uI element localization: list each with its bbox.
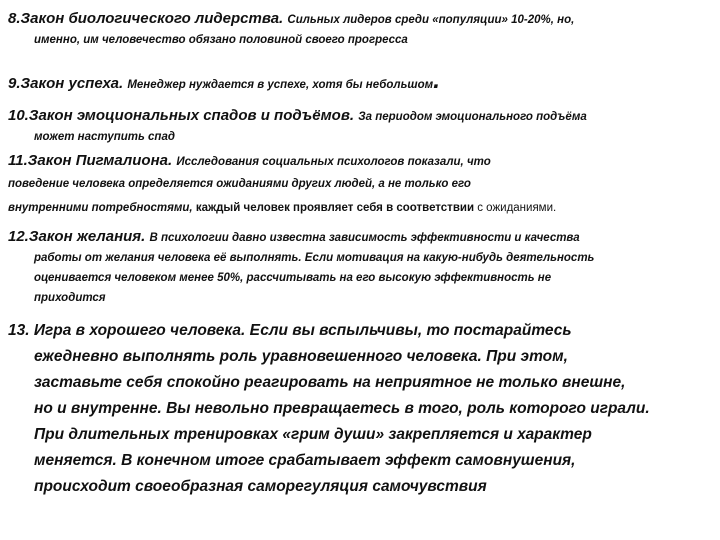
law-10 bbox=[8, 106, 710, 147]
law-12-title: 12.Закон желания. bbox=[8, 228, 146, 245]
law-13-text-line-3: заставьте себя спокойно реагировать на неприятное не только внешне, bbox=[34, 374, 626, 391]
law-13-text-line-1: 13. Игра в хорошего человека. Если вы вспыльчивы, то постарайтесь bbox=[8, 322, 572, 339]
law-10-title: 10.Закон эмоциональных спадов и подъёмов. bbox=[8, 107, 355, 124]
law-11-text-line-2: поведение человека определяется ожиданиями других людей, а не только его bbox=[8, 178, 471, 190]
law-8-title: 8.Закон биологического лидерства. bbox=[8, 10, 284, 27]
law-13 bbox=[8, 318, 710, 500]
law-8 bbox=[8, 9, 710, 50]
law-10-text-line-1: За периодом эмоционального подъёма bbox=[358, 111, 587, 123]
law-13-text-line-4: но и внутренне. Вы невольно превращаетесь в того, роль которого играли. bbox=[34, 400, 650, 417]
law-9 bbox=[8, 67, 710, 95]
law-11-text-line-3a: внутренними потребностями, bbox=[8, 202, 193, 214]
law-13-text-line-2: ежедневно выполнять роль уравновешенного человека. При этом, bbox=[34, 348, 568, 365]
law-12-text-line-4: приходится bbox=[34, 292, 106, 304]
law-11 bbox=[8, 151, 710, 220]
law-11-text-line-3c: с ожиданиями. bbox=[477, 202, 557, 214]
law-11-text-line-3 bbox=[8, 196, 710, 220]
law-11-text-line-1: Исследования социальных психологов показали, что bbox=[176, 156, 491, 168]
law-11-text-line-3b: каждый человек проявляет себя в соответствии bbox=[195, 202, 475, 214]
law-8-text-line-2: именно, им человечество обязано половиной своего прогресса bbox=[34, 34, 408, 46]
law-9-text-line-1: Менеджер нуждается в успехе, хотя бы небольшом bbox=[127, 79, 434, 91]
law-9-title: 9.Закон успеха. bbox=[8, 75, 124, 92]
law-9-trailing-dot: . bbox=[433, 67, 440, 94]
law-13-text-line-7: происходит своеобразная саморегуляция самочувствия bbox=[34, 478, 487, 495]
law-12-text-line-1: В психологии давно известна зависимость эффективности и качества bbox=[149, 232, 580, 244]
law-13-text-line-6: меняется. В конечном итоге срабатывает эффект самовнушения, bbox=[34, 452, 576, 469]
law-8-text-line-1: Сильных лидеров среди «популяции» 10-20%, но, bbox=[287, 14, 575, 26]
law-12 bbox=[8, 227, 710, 308]
law-12-text-line-2: работы от желания человека её выполнять. Если мотивация на какую-нибудь деятельность bbox=[34, 252, 595, 264]
law-10-text-line-2: может наступить спад bbox=[34, 131, 175, 143]
law-13-text-line-5: При длительных тренировках «грим души» закрепляется и характер bbox=[34, 426, 592, 443]
law-11-title: 11.Закон Пигмалиона. bbox=[8, 152, 173, 169]
law-12-text-line-3: оценивается человеком менее 50%, рассчитывать на его высокую эффективность не bbox=[34, 272, 552, 284]
